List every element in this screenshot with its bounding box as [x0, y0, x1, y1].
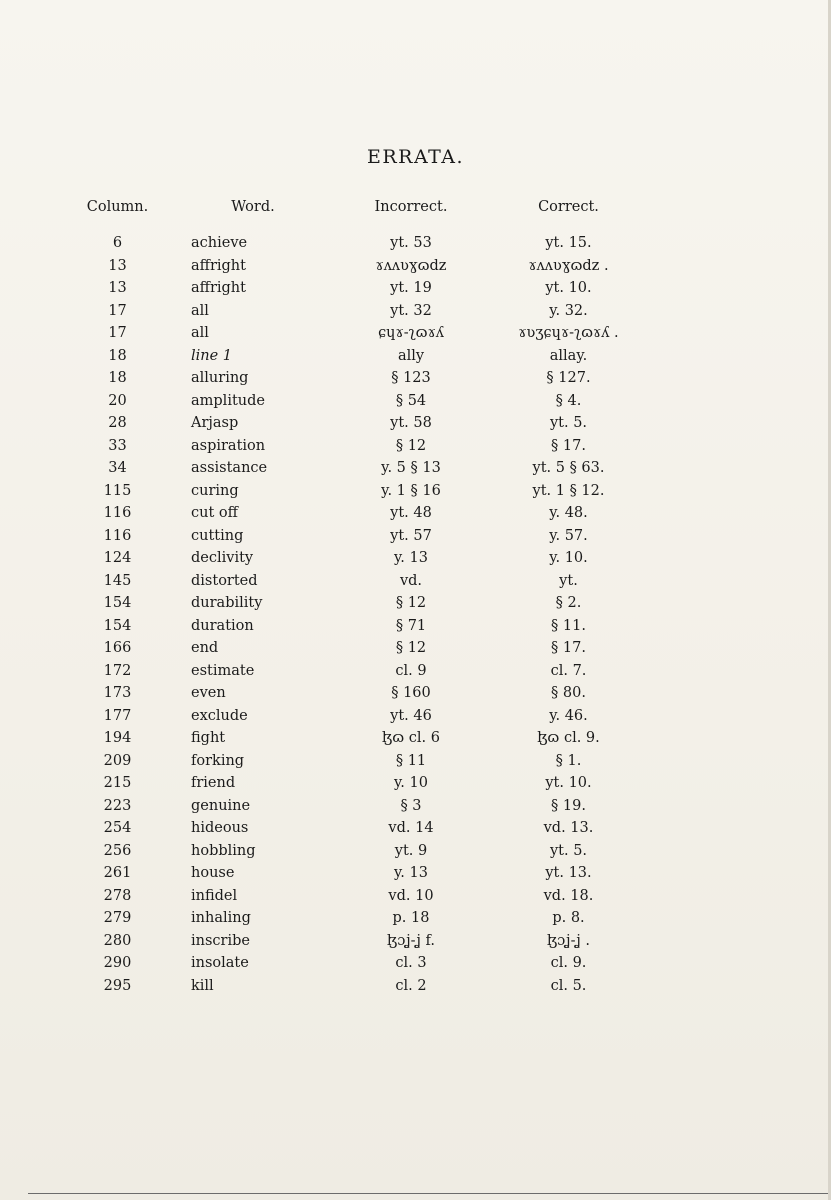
cell-word: aspiration	[191, 437, 266, 454]
cell-correct: y. 48.	[549, 505, 588, 522]
cell-column: 116	[103, 505, 132, 522]
cell-column: 279	[103, 910, 132, 927]
table-row	[70, 255, 656, 278]
table-row	[70, 795, 656, 818]
cell-incorrect: cl. 3	[395, 955, 427, 972]
cell-incorrect: § 54	[395, 392, 427, 409]
cell-incorrect: vd. 14	[388, 820, 434, 837]
cell-word: all	[191, 325, 209, 342]
cell-incorrect: y. 10	[394, 775, 428, 792]
table-row	[70, 322, 656, 345]
cell-correct: y. 10.	[549, 550, 588, 567]
cell-correct: y. 46.	[549, 707, 588, 724]
cell-word: affright	[191, 280, 246, 297]
cell-word: assistance	[191, 460, 268, 477]
table-row	[70, 660, 656, 683]
table-row	[70, 615, 656, 638]
cell-incorrect: ɮɔʝ-ʝ f.	[387, 932, 435, 949]
cell-word: insolate	[191, 955, 249, 972]
table-row	[70, 727, 656, 750]
cell-incorrect: y. 13	[394, 550, 428, 567]
cell-correct: § 17.	[551, 640, 586, 657]
cell-column: 290	[103, 955, 132, 972]
cell-incorrect: vd. 10	[388, 887, 434, 904]
cell-column: 13	[108, 280, 127, 297]
table-row	[70, 907, 656, 930]
cell-word: house	[191, 865, 235, 882]
cell-column: 145	[103, 572, 132, 589]
cell-word: friend	[191, 775, 236, 792]
cell-incorrect: § 123	[391, 370, 431, 387]
cell-correct: ɤʋʒɕɥɤ-ʅɷɤʎ .	[518, 325, 619, 342]
table-row	[70, 277, 656, 300]
cell-column: 6	[112, 235, 123, 252]
cell-incorrect: yt. 53	[390, 235, 432, 252]
cell-correct: § 17.	[551, 437, 586, 454]
table-row	[70, 930, 656, 953]
cell-correct: yt. 13.	[545, 865, 592, 882]
cell-word: cutting	[191, 527, 244, 544]
table-row	[70, 772, 656, 795]
page-title: ERRATA.	[366, 146, 465, 168]
header-word: Word.	[231, 199, 275, 215]
cell-word: achieve	[191, 235, 248, 252]
table-row	[70, 435, 656, 458]
cell-correct: y. 57.	[549, 527, 588, 544]
cell-correct: yt. 5 § 63.	[532, 460, 605, 477]
cell-correct: ɮɔʝ-ʝ .	[546, 932, 591, 949]
cell-word: curing	[191, 482, 239, 499]
cell-column: 177	[103, 707, 132, 724]
table-row	[70, 570, 656, 593]
cell-column: 154	[103, 617, 132, 634]
cell-incorrect: § 12	[395, 437, 427, 454]
cell-incorrect: ɤʌʌʋɣɷǳ	[375, 257, 447, 274]
cell-word: exclude	[191, 707, 248, 724]
table-row	[70, 975, 656, 998]
table-row	[70, 592, 656, 615]
cell-correct: ɤʌʌʋɣɷǳ .	[528, 257, 609, 274]
table-row	[70, 300, 656, 323]
cell-word: cut off	[191, 505, 238, 522]
cell-column: 18	[108, 347, 127, 364]
cell-correct: cl. 9.	[550, 955, 587, 972]
cell-incorrect: ally	[397, 347, 425, 364]
cell-word: amplitude	[191, 392, 265, 409]
cell-column: 215	[103, 775, 132, 792]
cell-incorrect: § 12	[395, 640, 427, 657]
table-row	[70, 502, 656, 525]
cell-word: infidel	[191, 887, 238, 904]
cell-word: distorted	[191, 572, 258, 589]
cell-incorrect: yt. 46	[390, 707, 432, 724]
cell-word: line 1	[191, 347, 233, 364]
cell-column: 34	[108, 460, 127, 477]
table-row	[70, 480, 656, 503]
cell-column: 17	[108, 302, 127, 319]
cell-incorrect: cl. 9	[395, 662, 427, 679]
table-row	[70, 840, 656, 863]
header-column: Column.	[86, 199, 149, 215]
cell-incorrect: ɕɥɤ-ʅɷɤʎ	[378, 325, 444, 342]
table-row	[70, 547, 656, 570]
cell-incorrect: § 12	[395, 595, 427, 612]
cell-column: 256	[103, 842, 132, 859]
cell-word: hobbling	[191, 842, 256, 859]
cell-word: duration	[191, 617, 254, 634]
table-row	[70, 637, 656, 660]
cell-correct: yt. 10.	[545, 775, 592, 792]
cell-incorrect: yt. 57	[390, 527, 432, 544]
cell-word: kill	[191, 977, 214, 994]
cell-column: 17	[108, 325, 127, 342]
cell-column: 194	[103, 730, 132, 747]
cell-incorrect: y. 1 § 16	[381, 482, 441, 499]
cell-correct: § 11.	[551, 617, 586, 634]
cell-correct: yt. 1 § 12.	[532, 482, 605, 499]
errata-table	[70, 196, 656, 997]
cell-correct: § 80.	[551, 685, 586, 702]
cell-word: inhaling	[191, 910, 251, 927]
header-correct: Correct.	[538, 199, 599, 215]
cell-incorrect: vd.	[399, 572, 423, 589]
table-row	[70, 412, 656, 435]
cell-correct: § 1.	[555, 752, 582, 769]
table-row	[70, 817, 656, 840]
cell-correct: yt.	[559, 572, 578, 589]
cell-column: 209	[103, 752, 132, 769]
cell-word: alluring	[191, 370, 249, 387]
table-row	[70, 862, 656, 885]
cell-word: affright	[191, 257, 246, 274]
cell-column: 254	[103, 820, 132, 837]
cell-correct: yt. 15.	[545, 235, 592, 252]
cell-column: 173	[103, 685, 132, 702]
table-row	[70, 367, 656, 390]
cell-correct: vd. 18.	[543, 887, 594, 904]
cell-correct: vd. 13.	[543, 820, 594, 837]
table-row	[70, 885, 656, 908]
cell-column: 28	[108, 415, 127, 432]
cell-word: inscribe	[191, 932, 250, 949]
cell-correct: yt. 10.	[545, 280, 592, 297]
cell-incorrect: ɮɷ cl. 6	[382, 730, 440, 747]
cell-incorrect: § 71	[395, 617, 427, 634]
cell-column: 280	[103, 932, 132, 949]
cell-column: 20	[108, 392, 127, 409]
table-header-row	[70, 196, 656, 232]
cell-column: 166	[103, 640, 132, 657]
cell-correct: yt. 5.	[549, 842, 588, 859]
cell-column: 154	[103, 595, 132, 612]
cell-correct: cl. 5.	[550, 977, 587, 994]
cell-incorrect: y. 13	[394, 865, 428, 882]
cell-word: fight	[191, 730, 226, 747]
cell-column: 18	[108, 370, 127, 387]
cell-correct: § 127.	[546, 370, 591, 387]
cell-word: forking	[191, 752, 245, 769]
cell-word: declivity	[191, 550, 254, 567]
cell-column: 124	[103, 550, 132, 567]
cell-incorrect: § 160	[391, 685, 431, 702]
cell-column: 116	[103, 527, 132, 544]
cell-column: 261	[103, 865, 132, 882]
cell-column: 278	[103, 887, 132, 904]
table-row	[70, 682, 656, 705]
cell-incorrect: yt. 9	[394, 842, 428, 859]
cell-correct: § 4.	[555, 392, 582, 409]
table-row	[70, 750, 656, 773]
cell-correct: y. 32.	[549, 302, 588, 319]
cell-correct: § 2.	[555, 595, 582, 612]
cell-word: durability	[191, 595, 263, 612]
cell-column: 115	[103, 482, 132, 499]
cell-correct: yt. 5.	[549, 415, 588, 432]
cell-incorrect: y. 5 § 13	[381, 460, 441, 477]
bottom-rule	[28, 1193, 831, 1194]
cell-incorrect: yt. 48	[390, 505, 432, 522]
cell-word: end	[191, 640, 219, 657]
table-row	[70, 525, 656, 548]
cell-correct: cl. 7.	[550, 662, 587, 679]
cell-column: 223	[103, 797, 132, 814]
cell-column: 172	[103, 662, 132, 679]
cell-word: hideous	[191, 820, 249, 837]
cell-column: 33	[108, 437, 127, 454]
cell-incorrect: § 3	[400, 797, 422, 814]
cell-incorrect: yt. 19	[390, 280, 432, 297]
cell-column: 13	[108, 257, 127, 274]
table-row	[70, 457, 656, 480]
cell-incorrect: yt. 58	[390, 415, 432, 432]
cell-word: all	[191, 302, 209, 319]
cell-incorrect: § 11	[395, 752, 427, 769]
cell-correct: p. 8.	[552, 910, 585, 927]
cell-column: 295	[103, 977, 132, 994]
cell-correct: allay.	[549, 347, 588, 364]
cell-word: even	[191, 685, 226, 702]
errata-body	[70, 232, 656, 997]
table-row	[70, 390, 656, 413]
cell-incorrect: yt. 32	[390, 302, 432, 319]
cell-word: genuine	[191, 797, 251, 814]
cell-correct: § 19.	[551, 797, 586, 814]
cell-correct: ɮɷ cl. 9.	[537, 730, 600, 747]
table-row	[70, 952, 656, 975]
table-row	[70, 345, 656, 368]
cell-word: estimate	[191, 662, 255, 679]
table-row	[70, 705, 656, 728]
header-incorrect: Incorrect.	[374, 199, 448, 215]
table-row	[70, 232, 656, 255]
cell-incorrect: cl. 2	[395, 977, 427, 994]
cell-word: Arjasp	[191, 415, 239, 432]
cell-incorrect: p. 18	[392, 910, 430, 927]
